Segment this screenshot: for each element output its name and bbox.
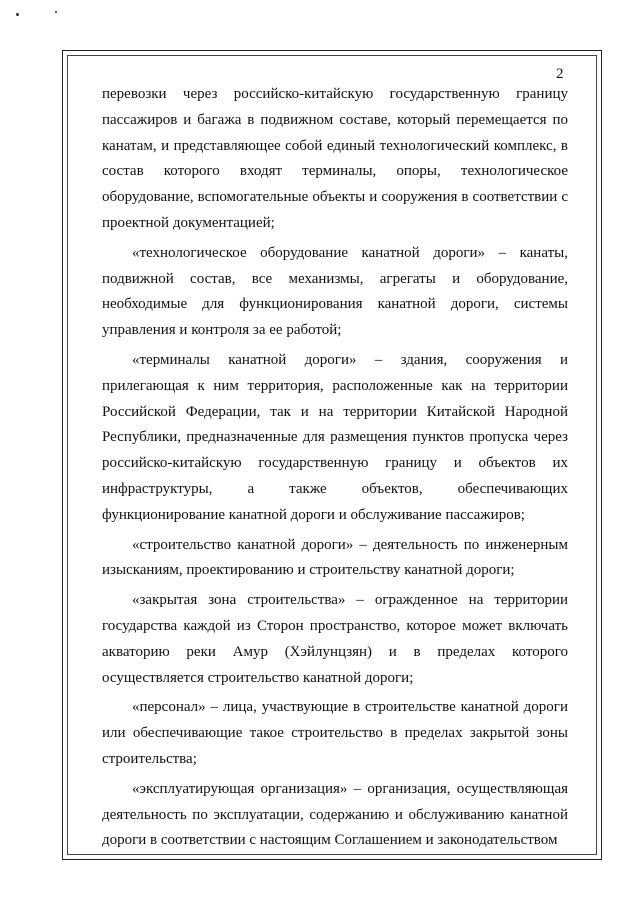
paragraph: «строительство канатной дороги» – деятельность по инженерным изысканиям, проектированию и строительству канатной дороги; [102,536,568,579]
paragraph: «закрытая зона строительства» – огражденное на территории государства каждой из Сторон пространство, которое может включать акваторию реки Амур (Хэйлунцзян) и в пределах которого осуществляется строительство канатной дороги; [102,592,568,686]
paragraph: «эксплуатирующая организация» – организация, осуществляющая деятельность по эксплуатации, содержанию и обслуживанию канатной дороги в соответствии с настоящим Соглашением и законодательством [102,780,568,849]
document-body [102,82,568,858]
scan-mark [16,13,19,16]
paragraph: «технологическое оборудование канатной дороги» – канаты, подвижной состав, все механизмы, агрегаты и оборудование, необходимые для функционирования канатной дороги, системы управления и контроля за ее работой; [102,244,568,339]
paragraph: «персонал» – лица, участвующие в строительстве канатной дороги или обеспечивающие такое строительство в пределах закрытой зоны строительства; [102,699,568,767]
paragraph: «терминалы канатной дороги» – здания, сооружения и прилегающая к ним территория, расположенные как на территории Российской Федерации, так и на территории Китайской Народной Республики, предназначенные для размещения пунктов пропуска через российско-китайскую государственную границу и объектов их инфраструктуры, а также объектов, обеспечивающих функционирование канатной дороги и обслуживание пассажиров; [102,351,568,523]
page-number: 2 [556,66,564,82]
scan-mark [55,11,57,13]
paragraph: перевозки через российско-китайскую государственную границу пассажиров и багажа в подвижном составе, который перемещается по канатам, и представляющее собой единый технологический комплекс, в состав которого входят терминалы, опоры, технологическое оборудование, вспомогательные объекты и сооружения в соответствии с проектной документацией; [102,86,568,231]
